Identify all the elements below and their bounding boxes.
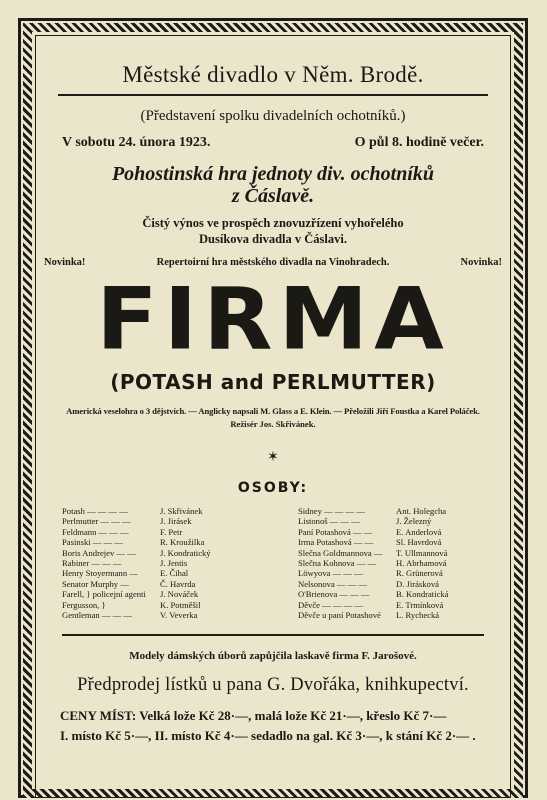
cast-actor: B. Kondratická [396,589,449,600]
cast-role: Boris Andrejev — — [62,547,136,558]
heading-divider [58,94,488,96]
cast-role: Perlmutter — — — [62,516,131,527]
repertoire-note: Repertoirní hra městského divadla na Vinohradech. [156,257,390,268]
play-title: FIRMA [96,269,450,370]
presale-note: Předprodej lístků u pana G. Dvořáka, knihkupectví. [77,675,469,696]
cast-role: O'Brienova — — — [298,589,370,600]
cast-actor: F. Petr [160,526,183,537]
performance-time: O půl 8. hodině večer. [354,135,484,150]
cast-actor: E. Anderlová [396,526,442,537]
cast-actor: E. Čihal [160,568,189,579]
models-note: Modely dámských úborů zapůjčila laskavě firma F. Jarošové. [129,650,417,663]
cast-row [298,610,488,620]
cast-role: Děvče u paní Potashové [298,610,381,621]
cast-role: Löwyova — — — [298,568,363,579]
cast-role: Feldmann — — — [62,526,129,537]
cast-role: Rabiner — — — [62,558,122,569]
cast-role: Gentleman — — — [62,610,132,621]
cast-actor: J. Kondratický [160,547,211,558]
cast-row [298,548,488,558]
cast-row [62,516,252,526]
cast-role: Děvče — — — — [298,599,363,610]
cast-row [298,568,488,578]
cast-actor: Sl. Havrdová [396,537,442,548]
cast-actor: J. Skřivánek [160,506,203,516]
cast-row [62,579,252,589]
proceeds-line-1: Čistý výnos ve prospěch znovuzřízení vyhořelého [142,216,404,230]
cast-actor: E. Trmínková [396,599,444,610]
cast-row [62,506,252,516]
date-line [40,135,506,151]
cast-actor: L. Rychecká [396,610,440,621]
cast-row [62,527,252,537]
cast-role: Farell, } policejní agenti [62,589,146,600]
cast-role: Sidney — — — — [298,506,365,516]
guest-line-2: z Čáslavě. [231,185,315,207]
theatre-heading: Městské divadlo v Něm. Brodě. [122,62,424,87]
cast-role: Slečna Goldmannova — [298,547,383,558]
cast-actor: J. Železný [396,516,432,527]
cast-role: Senator Murphy — [62,578,129,589]
cast-row [62,568,252,578]
star-icon: ✶ [267,450,279,465]
price-list [40,706,506,746]
cast-row [298,527,488,537]
cast-row [62,589,252,599]
cast-actor: K. Potměšil [160,599,201,610]
presented-by: (Představení spolku divadelních ochotníků.) [140,108,406,124]
cast-actor: J. Nováček [160,589,199,600]
proceeds-line-2: Dusíkova divadla v Čáslavi. [199,232,347,246]
play-subtitle: (POTASH and PERLMUTTER) [110,370,436,394]
cast-row [298,600,488,610]
cast-actor: V. Veverka [160,610,198,621]
prices-line-2: I. místo Kč 5·—, II. místo Kč 4·— sedadlo na gal. Kč 3·—, k stání Kč 2·— . [60,728,476,744]
cast-role: Slečna Kohnova — — [298,558,377,569]
cast-column-right [298,506,488,620]
cast-actor: Č. Havrda [160,578,196,589]
cast-role: Paní Potashová — — [298,526,373,537]
cast-heading: OSOBY: [237,480,309,496]
guest-performance [40,163,506,207]
cast-role: Pasinski — — — [62,537,123,548]
cast-actor: Ant. Holegcha [396,506,447,516]
cast-role: Listonoš — — — [298,516,360,527]
cast-role: Fergusson, } [62,599,106,610]
cast-row [62,548,252,558]
play-authors: Americká veselohra o 3 dějstvích. — Anglicky napsali M. Glass a E. Klein. — Přeložili Jiří Foustka a Karel Poláček. [66,406,480,416]
cast-row [62,537,252,547]
cast-role: Nelsonova — — — [298,578,367,589]
cast-row [62,610,252,620]
cast-row [298,558,488,568]
novinka-left: Novinka! [44,257,86,268]
novinka-right: Novinka! [460,257,502,268]
prices-line-1: CENY MÍST: Velká lože Kč 28·—, malá lože Kč 21·—, křeslo Kč 7·— [60,708,447,724]
cast-divider [62,634,484,636]
cast-actor: H. Abrhamová [396,558,447,569]
cast-row [298,516,488,526]
cast-actor: R. Kroužilka [160,537,205,548]
cast-role: Irma Potashová — — [298,537,374,548]
cast-actor: T. Ullmannová [396,547,448,558]
cast-row [62,558,252,568]
cast-actor: R. Grünerová [396,568,443,579]
cast-actor: J. Jirásek [160,516,192,527]
guest-line-1: Pohostinská hra jednoty div. ochotníků [111,163,435,185]
play-director: Režisér Jos. Skřivánek. [230,419,316,429]
cast-actor: J. Jentis [160,558,188,569]
proceeds-note [40,215,506,247]
cast-actor: D. Jirásková [396,578,439,589]
poster-content [40,40,506,795]
cast-row [298,537,488,547]
cast-column-left [62,506,252,620]
performance-date: V sobotu 24. února 1923. [62,135,211,150]
cast-row [298,506,488,516]
cast-row [298,579,488,589]
cast-row [298,589,488,599]
cast-row [62,600,252,610]
cast-list [40,506,506,620]
cast-role: Potash — — — — [62,506,128,516]
novinka-row [40,257,506,268]
cast-role: Henry Stoyermann — [62,568,138,579]
